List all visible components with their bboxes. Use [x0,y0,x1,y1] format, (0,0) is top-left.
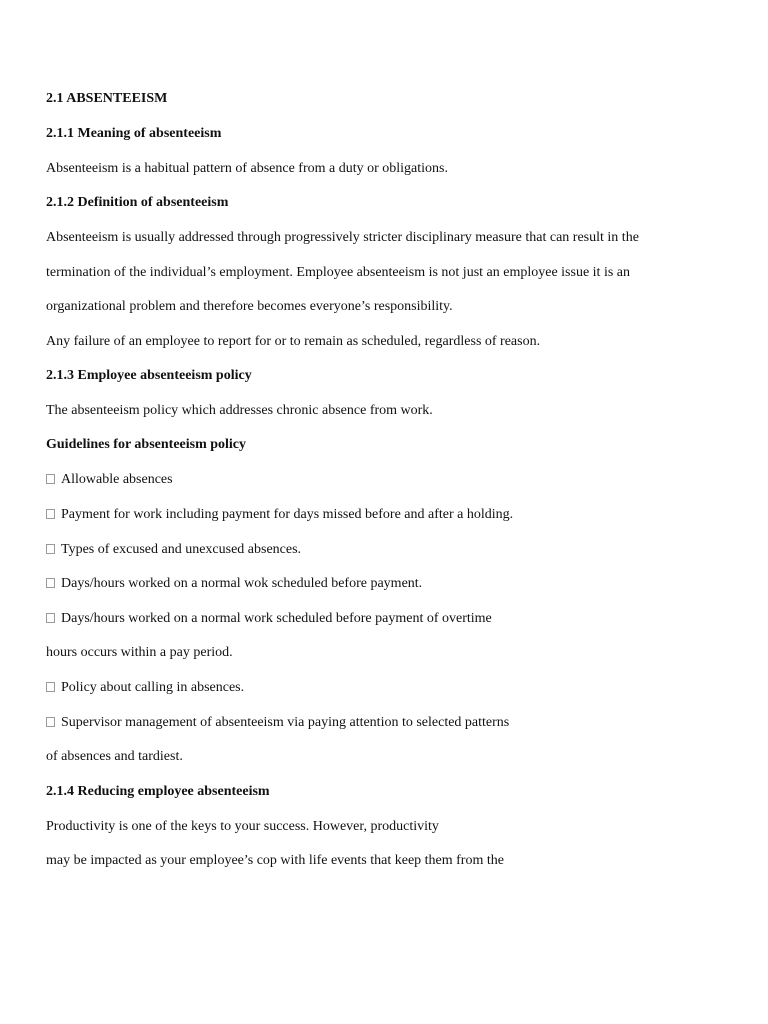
guideline-item-text: Days/hours worked on a normal work scheduled before payment of overtime [61,611,492,626]
policy-heading: 2.1.3 Employee absenteeism policy [46,368,252,383]
definition-heading: 2.1.2 Definition of absenteeism [46,195,229,210]
missing-glyph-icon [46,474,55,484]
guideline-item [46,575,422,593]
guideline-item-text: Policy about calling in absences. [61,680,245,695]
missing-glyph-icon [46,509,55,519]
missing-glyph-icon [46,613,55,623]
guideline-item-text: Types of excused and unexcused absences. [61,542,302,557]
definition-line: Absenteeism is usually addressed through progressively stricter disciplinary measure that can result in the [46,230,639,245]
meaning-heading: 2.1.1 Meaning of absenteeism [46,126,222,141]
missing-glyph-icon [46,544,55,554]
reducing-heading: 2.1.4 Reducing employee absenteeism [46,784,270,799]
guideline-item [46,471,173,489]
policy-text: The absenteeism policy which addresses chronic absence from work. [46,403,433,418]
guideline-item [46,506,513,524]
reducing-line: Productivity is one of the keys to your success. However, productivity [46,819,439,834]
definition-line: Any failure of an employee to report for or to remain as scheduled, regardless of reason. [46,334,541,349]
guideline-item-text: Days/hours worked on a normal wok scheduled before payment. [61,576,423,591]
guideline-item [46,541,301,559]
guidelines-heading: Guidelines for absenteeism policy [46,437,247,452]
guideline-continuation: hours occurs within a pay period. [46,645,233,660]
reducing-line: may be impacted as your employee’s cop with life events that keep them from the [46,853,504,868]
definition-line: termination of the individual’s employment. Employee absenteeism is not just an employee issue it is an [46,265,631,280]
guideline-item-text: Allowable absences [61,472,173,487]
guideline-item [46,714,509,732]
definition-line: organizational problem and therefore becomes everyone’s responsibility. [46,299,453,314]
missing-glyph-icon [46,682,55,692]
missing-glyph-icon [46,717,55,727]
guideline-item [46,679,244,697]
guideline-continuation: of absences and tardiest. [46,749,183,764]
guideline-item-text: Supervisor management of absenteeism via paying attention to selected patterns [61,715,510,730]
missing-glyph-icon [46,578,55,588]
section-title: 2.1 ABSENTEEISM [46,91,168,106]
guideline-item-text: Payment for work including payment for days missed before and after a holding. [61,507,514,522]
meaning-text: Absenteeism is a habitual pattern of absence from a duty or obligations. [46,161,449,176]
guideline-item [46,610,492,628]
